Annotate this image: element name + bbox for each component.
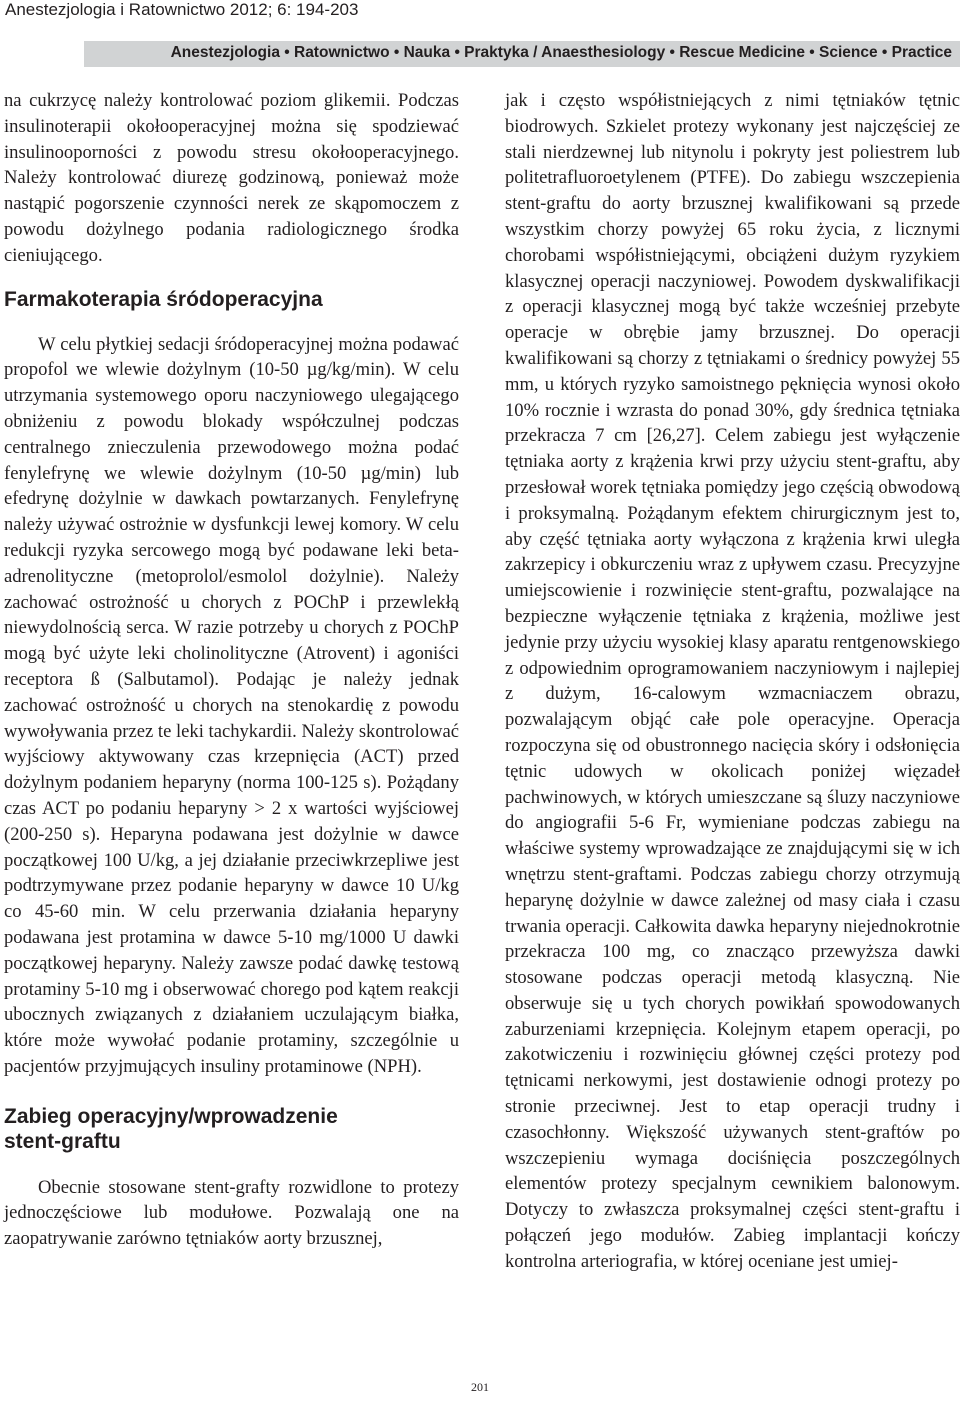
section-heading-pharmacotherapy: Farmakoterapia śródoperacyjna: [4, 287, 323, 311]
section-heading-stent-graft-procedure: [4, 1104, 459, 1154]
journal-citation: Anestezjologia i Ratownictwo 2012; 6: 194-203: [5, 0, 359, 19]
section-heading-line-2: stent-graftu: [4, 1129, 121, 1153]
right-column: [505, 88, 960, 1275]
paragraph-stent-graft-procedure: jak i często współistniejących z nimi tętniaków tętnic biodrowych. Szkielet protezy wykonany jest najczęściej ze stali nierdzewnej lub nitynolu i pokryty jest poliestrem lub politetrafluoroetylenem (PTFE). Do zabiegu wszczepienia stent-graftu do aorty brzusznej kwalifikowani są przede wszystkim chorzy powyżej 65 roku życia, z licznymi chorobami współistniejącymi, obciążeni dużym ryzykiem klasycznej operacji naczyniowej. Powodem dyskwalifikacji z operacji klasycznej mogą być także wcześniej przebyte operacje w obrębie jamy brzusznej. Do operacji kwalifikowani są chorzy z tętniakami o średnicy powyżej 55 mm, u których ryzyko samoistnego pęknięcia wynosi około 10% rocznie i wzrasta do ponad 30%, gdy średnica tętniaka przekracza 7 cm [26,27]. Celem zabiegu jest wyłączenie tętniaka aorty z krążenia krwi przy użyciu stent-graftu, aby przesłował worek tętniaka pomiędzy jego częścią obwodową i proksymalną. Pożądanym efektem chirurgicznym jest to, aby część tętniaka aorty wyłączona z krążenia krwi uległa zakrzepicy i obkurczeniu wraz z upływem czasu. Precyzyjne umiejscowienie i rozwinięcie stent-graftu, pozwalające na bezpieczne wyłączenie tętniaka z krążenia, możliwe jest jedynie przy użyciu wysokiej klasy aparatu rentgenowskiego z odpowiednim oprogramowaniem naczyniowym i najlepiej z dużym, 16-calowym wzmacniaczem obrazu, pozwalającym objąć całe pole operacyjne. Operacja rozpoczyna się od obustronnego nacięcia skóry i odsłonięcia tętnic udowych w okolicach poniżej więzadeł pachwinowych, w których umieszczane są śluzy naczyniowe do angiografii 5-6 Fr, wymieniane podczas zabiegu na właściwe systemy wprowadzające ze znajdującymi się w ich wnętrzu stent-graftami. Podczas zabiegu chorzy otrzymują heparynę dożylnie w dawce zależnej od masy ciała i czasu trwania operacji. Całkowita dawka heparyny niejednokrotnie przekracza 100 mg, co znacząco przewyższa dawki stosowane podczas operacji metodą klasyczną. Nie obserwuje się u tych chorych powikłań spowodowanych zaburzeniami krzepnięcia. Kolejnym etapem operacji, po zakotwiczeniu i rozwinięciu głównej części protezy pod tętnicami nerkowymi, jest dostawienie odnogi protezy po stronie przeciwnej. Jest to etap operacji trudny i czasochłonny. Większość używanych stent-graftów po wszczepieniu wymaga dociśnięcia poszczególnych elementów protezy specjalnym cewnikiem balonowym. Dotyczy to zwłaszcza proksymalnej części stent-graftu i połączeń jego modułów. Zabieg implantacji kończy kontrolna arteriografia, w której oceniane jest umiej-: [505, 90, 960, 1272]
paragraph-glycemia-diuresis: na cukrzycę należy kontrolować poziom glikemii. Podczas insulinoterapii okołooperacyjnej można się spodziewać insulinooporności z powodu stresu okołooperacyjnego. Należy kontrolować diurezę godzinową, ponieważ może nastąpić pogorszenie czynności nerek ze skąpomoczem z powodu dożylnego podania radiologicznego środka cieniującego.: [4, 90, 459, 266]
journal-header-text: Anestezjologia • Ratownictwo • Nauka • Praktyka / Anaesthesiology • Rescue Medicine • Science • Practice: [170, 44, 952, 61]
paragraph-stent-graft-intro: Obecnie stosowane stent-grafty rozwidlone to protezy jednoczęściowe lub modułowe. Pozwalają one na zaopatrywanie zarówno tętniaków aorty brzusznej,: [4, 1176, 459, 1250]
page-number: 201: [471, 1380, 489, 1394]
section-heading-line-1: Zabieg operacyjny/wprowadzenie: [4, 1104, 338, 1128]
left-column: [4, 88, 459, 1252]
paragraph-pharmacotherapy: W celu płytkiej sedacji śródoperacyjnej można podawać propofol we wlewie dożylnym (10-50 µg/kg/min). W celu utrzymania systemowego oporu naczyniowego ulegającego obniżeniu z powodu blokady współczulnej podczas centralnego znieczulenia przewodowego można podać fenylefrynę we wlewie dożylnym (10-50 µg/min) lub efedrynę dożylnie w dawkach powtarzanych. Fenylefrynę należy używać ostrożnie w dysfunkcji lewej komory. W celu redukcji ryzyka sercowego mogą być podawane leki beta-adrenolityczne (metoprolol/esmolol dożylnie). Należy zachować ostrożność u chorych z POChP i przewlekłą niewydolnością serca. W razie potrzeby u chorych z POChP mogą być użyte leki cholinolityczne (Atrovent) i agoniści receptora ß (Salbutamol). Podając je należy jednak zachować ostrożność u chorych na stenokardię z powodu wywoływania przez te leki tachykardii. Należy skontrolować wyjściowy aktywowany czas krzepnięcia (ACT) przed dożylnym podaniem heparyny (norma 100-125 s). Pożądany czas ACT po podaniu heparyny > 2 x wartości wyjściowej (200-250 s). Heparyna podawana jest dożylnie w dawce początkowej 100 U/kg, a jej działanie przeciwkrzepliwe jest podtrzymywane przez podanie heparyny w dawce 10 U/kg co 45-60 min. W celu przerwania działania heparyny podawana jest protamina w dawce 5-10 mg/1000 U dawki początkowej heparyny. Należy zawsze podać dawkę testową protaminy 5-10 mg i obserwować chorego pod kątem reakcji ubocznych związanych z działaniem uczulającym białka, które może wywołać podanie protaminy, szczególnie u pacjentów przyjmujących insuliny protaminowe (NPH).: [4, 333, 459, 1077]
journal-header-band: [84, 41, 960, 67]
